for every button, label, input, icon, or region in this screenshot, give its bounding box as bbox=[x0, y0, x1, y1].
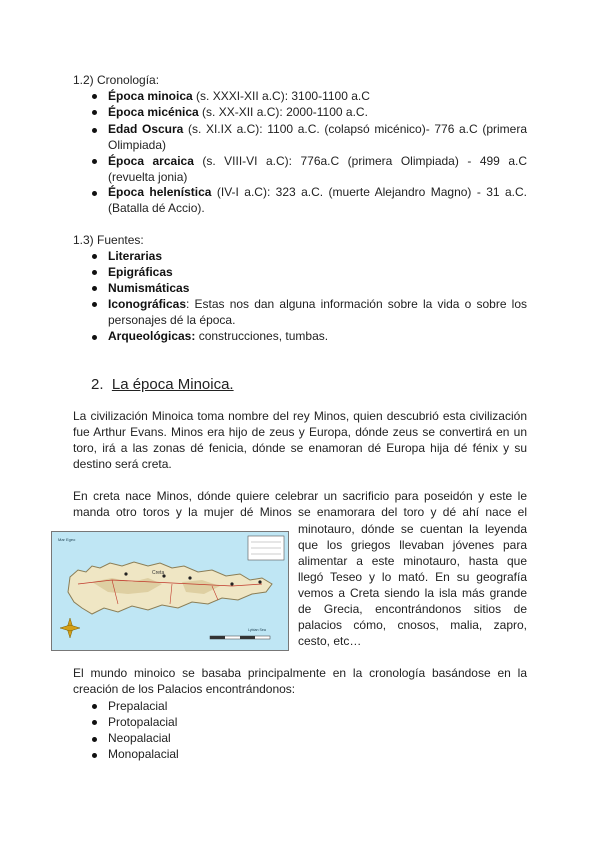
sources-item-arqueologicas: Arqueológicas: construcciones, tumbas. bbox=[108, 329, 329, 343]
chronology-item-helenistica: Época helenística (IV-I a.C): 323 a.C. (muerte Alejandro Magno) - 31 a.C. bbox=[108, 185, 528, 199]
section-number: 2. bbox=[91, 376, 104, 393]
paragraph-line: cesto, etc… bbox=[298, 634, 362, 648]
bullet bbox=[92, 128, 97, 133]
scale-bar-segment bbox=[210, 636, 225, 639]
chronology-item-micenica: Época micénica (s. XX-XII a.C): 2000-1100 a.C. bbox=[108, 105, 368, 119]
paragraph-line: que los griegos llevaban jóvenes para bbox=[298, 538, 527, 552]
site-marker bbox=[124, 572, 127, 575]
period-item: Neopalacial bbox=[108, 731, 171, 745]
sources-item-epigraficas: Epigráficas bbox=[108, 265, 173, 279]
crete-island-shape bbox=[68, 562, 272, 614]
chronology-item-arcaica-cont: (revuelta jonia) bbox=[108, 170, 188, 184]
section-title: La época Minoica. bbox=[111, 376, 234, 393]
period-item: Prepalacial bbox=[108, 699, 168, 713]
crete-map-svg bbox=[52, 532, 288, 650]
crete-map-image bbox=[51, 531, 289, 651]
paragraph-line: palacios cómo, cnosos, malia, zapro, bbox=[298, 618, 527, 632]
sources-heading: 1.3) Fuentes: bbox=[73, 233, 144, 247]
scale-bar-segment bbox=[240, 636, 255, 639]
bullet bbox=[92, 753, 97, 758]
paragraph-line: El mundo minoico se basaba principalmente en la cronología basándose en la bbox=[73, 666, 527, 680]
paragraph-line: llegó Teseo y lo mató. En su geografía bbox=[298, 570, 527, 584]
sources-item-iconograficas: Iconográficas: Estas nos dan alguna información sobre la vida o sobre los bbox=[108, 297, 527, 311]
paragraph-line: vemos a Creta siendo la isla más grande bbox=[298, 586, 527, 600]
bullet bbox=[92, 286, 97, 291]
compass-rose-icon bbox=[60, 618, 80, 638]
map-label-south-sea: Lybian Sea bbox=[248, 628, 266, 632]
bullet bbox=[92, 191, 97, 196]
paragraph-line: toro, irá a las zonas dé fenicia, dónde se enamoran dé Europa hija dé fénix y su bbox=[73, 441, 527, 455]
paragraph-line: creación de los Palacios encontrándonos: bbox=[73, 682, 296, 696]
bullet bbox=[92, 335, 97, 340]
paragraph-line: destino será creta. bbox=[73, 457, 172, 471]
paragraph-line: fue Arthur Evans. Minos era hijo de zeus y Europa, dónde zeus se convertirá en un bbox=[73, 425, 527, 439]
map-label-sea: Mar Egeo bbox=[58, 537, 76, 542]
paragraph-line: minotauro, dónde se cuentan la leyenda bbox=[298, 522, 527, 536]
paragraph-line: La civilización Minoica toma nombre del rey Minos, quien descubrió esta civilización bbox=[73, 409, 527, 423]
section-heading bbox=[91, 375, 234, 395]
period-item: Protopalacial bbox=[108, 715, 178, 729]
site-marker bbox=[188, 576, 191, 579]
bullet bbox=[92, 110, 97, 115]
bullet bbox=[92, 159, 97, 164]
chronology-item-helenistica-cont: (Batalla dé Accio). bbox=[108, 201, 205, 215]
paragraph-line: En creta nace Minos, dónde quiere celebrar un sacrificio para poseidón y este le bbox=[73, 489, 527, 503]
site-marker bbox=[230, 582, 233, 585]
sources-item-iconograficas-cont: personajes dé la época. bbox=[108, 313, 236, 327]
bullet bbox=[92, 704, 97, 709]
sources-item-literarias: Literarias bbox=[108, 249, 163, 263]
map-label-crete: Creta bbox=[152, 570, 165, 576]
bullet bbox=[92, 737, 97, 742]
chronology-heading: 1.2) Cronología: bbox=[73, 73, 160, 87]
bullet bbox=[92, 94, 97, 99]
chronology-item-oscura: Edad Oscura (s. XI.IX a.C): 1100 a.C. (colapsó micénico)- 776 a.C (primera bbox=[108, 122, 528, 136]
period-item: Monopalacial bbox=[108, 747, 179, 761]
bullet bbox=[92, 302, 97, 307]
paragraph-line: de Grecia, encontrándonos sitios de bbox=[298, 602, 527, 616]
site-marker bbox=[258, 580, 261, 583]
chronology-item-minoica: Época minoica (s. XXXI-XII a.C): 3100-1100 a.C bbox=[108, 89, 370, 103]
chronology-item-oscura-cont: Olimpiada) bbox=[108, 138, 167, 152]
chronology-item-arcaica: Época arcaica (s. VIII-VI a.C): 776a.C (primera Olimpiada) - 499 a.C bbox=[108, 154, 527, 168]
paragraph-line: manda otro toros y la mujer dé Minos se enamorara del toro y dé ahí nace el bbox=[73, 505, 527, 519]
sources-item-numismaticas: Numismáticas bbox=[108, 281, 190, 295]
bullet bbox=[92, 270, 97, 275]
bullet bbox=[92, 254, 97, 259]
bullet bbox=[92, 720, 97, 725]
paragraph-line: alimentar a este minotauro, hasta que bbox=[298, 554, 527, 568]
